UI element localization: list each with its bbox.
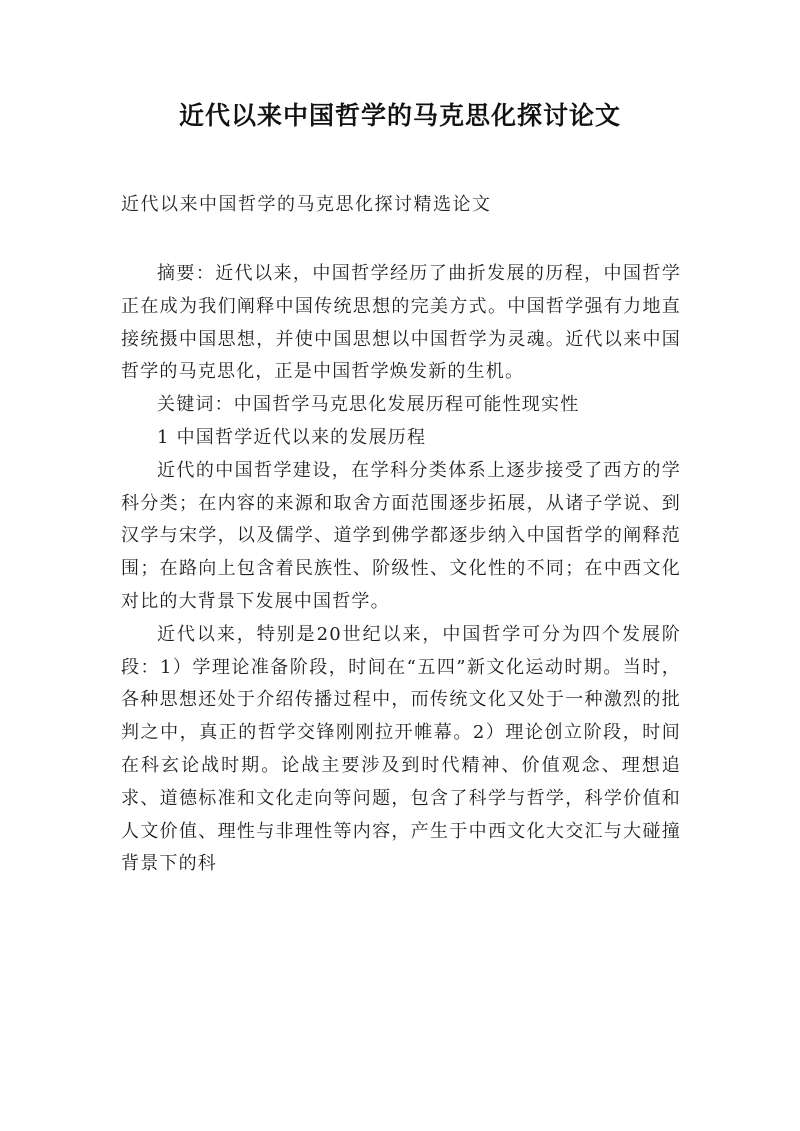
keywords-line: 关键词：中国哲学马克思化发展历程可能性现实性 — [157, 394, 580, 416]
document-subtitle: 近代以来中国哲学的马克思化探讨精选论文 — [121, 194, 492, 215]
body-paragraph: 近代以来，特别是20世纪以来，中国哲学可分为四个发展阶段：1）学理论准备阶段，时间在“五四”新文化运动时期。当时，各种思想还处于介绍传播过程中，而传统文化又处于一种激烈的批判之中，真正的哲学交锋刚刚拉开帷幕。2）理论创立阶段，时间在科玄论战时期。论战主要涉及到时代精神、价值观念、理想追求、道德标准和文化走向等问题，包含了科学与哲学，科学价值和人文价值、理性与非理性等内容，产生于中西文化大交汇与大碰撞背景下的科 — [121, 623, 681, 875]
abstract-paragraph: 摘要：近代以来，中国哲学经历了曲折发展的历程，中国哲学正在成为我们阐释中国传统思想的完美方式。中国哲学强有力地直接统摄中国思想，并使中国思想以中国哲学为灵魂。近代以来中国哲学的马克思化，正是中国哲学焕发新的生机。 — [121, 263, 681, 383]
document-title: 近代以来中国哲学的马克思化探讨论文 — [178, 101, 621, 130]
section-heading: 1 中国哲学近代以来的发展历程 — [157, 426, 427, 448]
body-paragraph: 近代的中国哲学建设，在学科分类体系上逐步接受了西方的学科分类；在内容的来源和取舍方面范围逐步拓展，从诸子学说、到汉学与宋学，以及儒学、道学到佛学都逐步纳入中国哲学的阐释范围；在路向上包含着民族性、阶级性、文化性的不同；在中西文化对比的大背景下发展中国哲学。 — [121, 459, 681, 612]
document-body — [121, 258, 681, 881]
